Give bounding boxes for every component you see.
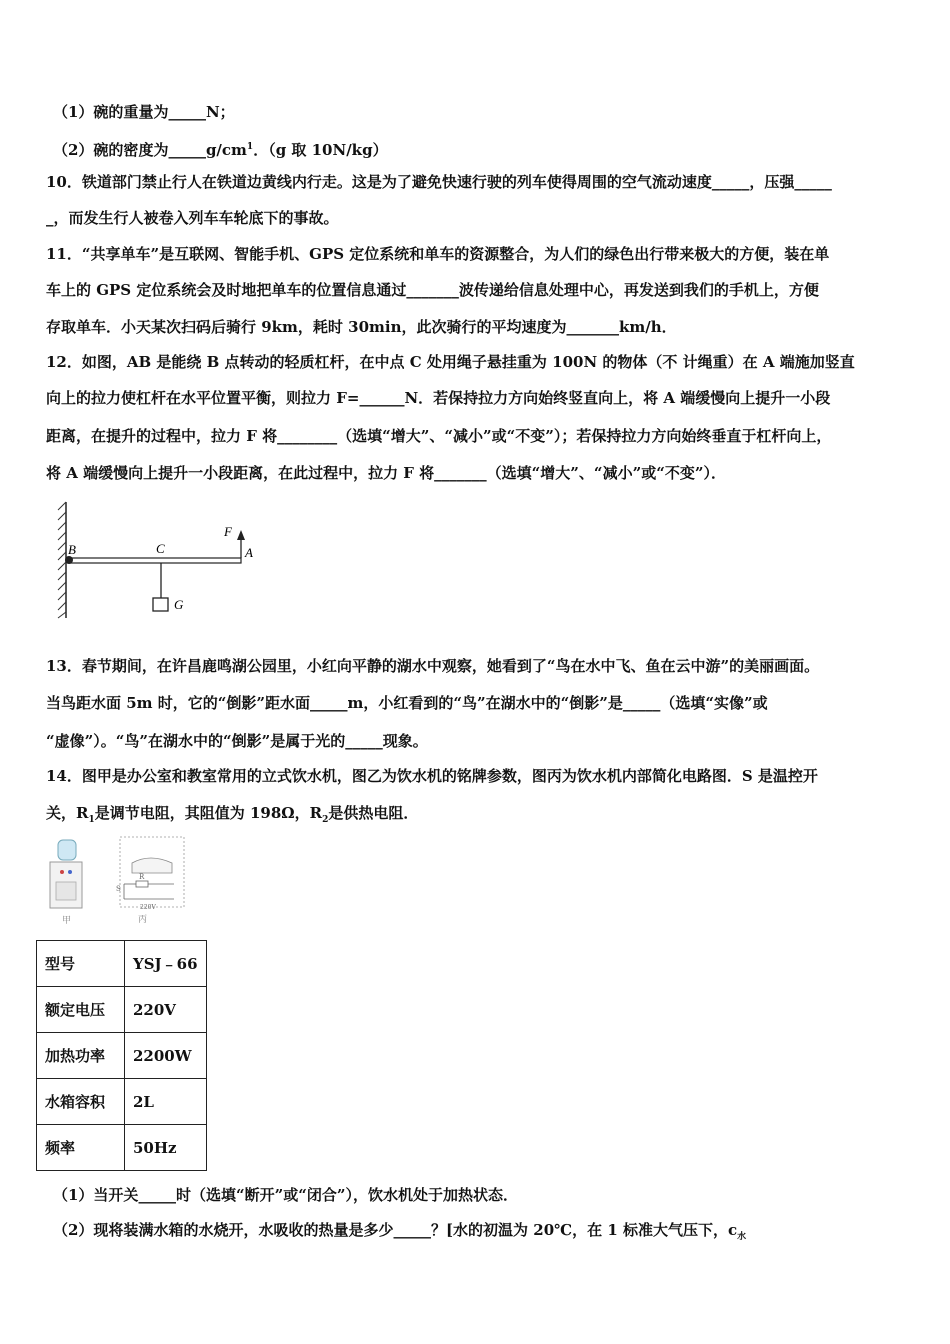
spec-value: 50Hz — [125, 1125, 207, 1171]
water-bottle — [58, 840, 76, 860]
label-s: S — [116, 885, 121, 893]
lever-bar — [69, 558, 241, 563]
text: （2）现将装满水箱的水烧开，水吸收的热量是多少_____？[水的初温为 20℃，在 1 标准大气压下，c — [53, 1221, 738, 1239]
label-b: B — [68, 542, 76, 557]
label-bing: 丙 — [138, 915, 148, 925]
line-q12-2: 向上的拉力使杠杆在水平位置平衡，则拉力 F=______N．若保持拉力方向始终竖直向上，将 A 端缓慢向上提升一小段 — [46, 389, 831, 407]
line-q10-1: 10．铁道部门禁止行人在铁道边黄线内行走。这是为了避免快速行驶的列车使得周围的空气流动速度_____，压强_____ — [46, 173, 832, 191]
line-q14-p2 — [53, 1220, 746, 1247]
spec-key: 水箱容积 — [37, 1079, 125, 1125]
line-q13-1: 13．春节期间，在许昌鹿鸣湖公园里，小红向平静的湖水中观察，她看到了“鸟在水中飞、鱼在云中游”的美丽画面。 — [46, 657, 820, 675]
spec-key: 型号 — [37, 941, 125, 987]
label-r: R — [139, 873, 145, 881]
lever-figure — [52, 500, 272, 625]
label-c: C — [156, 541, 165, 556]
line-q14-2 — [46, 803, 418, 830]
text: 是供热电阻． — [328, 804, 419, 822]
dispenser-tap — [68, 870, 72, 874]
text: 关，R — [46, 804, 89, 822]
resistor-r — [136, 881, 148, 887]
spec-value: 220V — [125, 987, 207, 1033]
table-row — [37, 1033, 207, 1079]
label-a: A — [245, 545, 253, 560]
line-q14-1: 14．图甲是办公室和教室常用的立式饮水机，图乙为饮水机的铭牌参数，图丙为饮水机内部简化电路图．S 是温控开 — [46, 767, 818, 785]
water-dispenser-figure-jia — [44, 838, 92, 926]
line-q14-p1: （1）当开关_____时（选填“断开”或“闭合”），饮水机处于加热状态． — [53, 1186, 518, 1204]
line-q10-2: _，而发生行人被卷入列车车轮底下的事故。 — [46, 209, 339, 227]
subscript: 1 — [88, 815, 95, 825]
force-arrowhead — [237, 530, 245, 540]
line-q12-4: 将 A 端缓慢向上提升一小段距离，在此过程中，拉力 F 将_______（选填“增大”、“减小”或“不变”）． — [46, 464, 726, 482]
pivot-b — [65, 556, 73, 564]
table-row — [37, 1079, 207, 1125]
dispenser-tap — [60, 870, 64, 874]
spec-value: 2200W — [125, 1033, 207, 1079]
text: 是调节电阻，其阻值为 198Ω，R — [94, 804, 323, 822]
table-row — [37, 987, 207, 1033]
spec-value: 2L — [125, 1079, 207, 1125]
text: （2）碗的密度为_____g/cm — [53, 141, 247, 159]
label-g: G — [174, 597, 184, 612]
line-q13-2: 当鸟距水面 5m 时，它的“倒影”距水面_____m，小红看到的“鸟”在湖水中的“倒影”是_____（选填“实像”或 — [46, 694, 768, 712]
line-q13-3: “虚像”）。“鸟”在湖水中的“倒影”是属于光的_____现象。 — [46, 732, 428, 750]
subscript: 水 — [737, 1232, 747, 1242]
weight-box — [153, 598, 168, 611]
subscript: 2 — [322, 815, 329, 825]
line-q12-1: 12．如图，AB 是能绕 B 点转动的轻质杠杆，在中点 C 处用绳子悬挂重为 100N 的物体（不 计绳重）在 A 端施加竖直 — [46, 353, 855, 371]
dispenser-cabinet — [56, 882, 76, 900]
spec-value: YSJ﹣66 — [125, 941, 207, 987]
wall-hatching — [58, 502, 66, 618]
superscript: 1 — [246, 142, 254, 152]
line-q11-2: 车上的 GPS 定位系统会及时地把单车的位置信息通过_______波传递给信息处理中心，再发送到我们的手机上，方便 — [46, 281, 819, 299]
line-q9-1: （1）碗的重量为_____N； — [53, 103, 235, 121]
line-q9-2 — [53, 137, 388, 160]
spec-key: 加热功率 — [37, 1033, 125, 1079]
line-q11-3: 存取单车．小天某次扫码后骑行 9km，耗时 30min，此次骑行的平均速度为_______km/h． — [46, 318, 677, 336]
label-jia: 甲 — [62, 916, 72, 926]
heater-coil — [132, 858, 172, 873]
circuit-figure-bing — [110, 833, 190, 925]
table-row — [37, 941, 207, 987]
spec-key: 额定电压 — [37, 987, 125, 1033]
spec-key: 频率 — [37, 1125, 125, 1171]
label-f: F — [224, 524, 232, 539]
label-220v: 220V — [140, 904, 156, 911]
line-q12-3: 距离，在提升的过程中，拉力 F 将________（选填“增大”、“减小”或“不变”）；若保持拉力方向始终垂直于杠杆向上， — [46, 427, 832, 445]
table-row — [37, 1125, 207, 1171]
spec-table — [36, 940, 207, 1171]
line-q11-1: 11．“共享单车”是互联网、智能手机、GPS 定位系统和单车的资源整合，为人们的绿色出行带来极大的方便，装在单 — [46, 245, 830, 263]
text: ．（g 取 10N/kg） — [253, 141, 388, 159]
